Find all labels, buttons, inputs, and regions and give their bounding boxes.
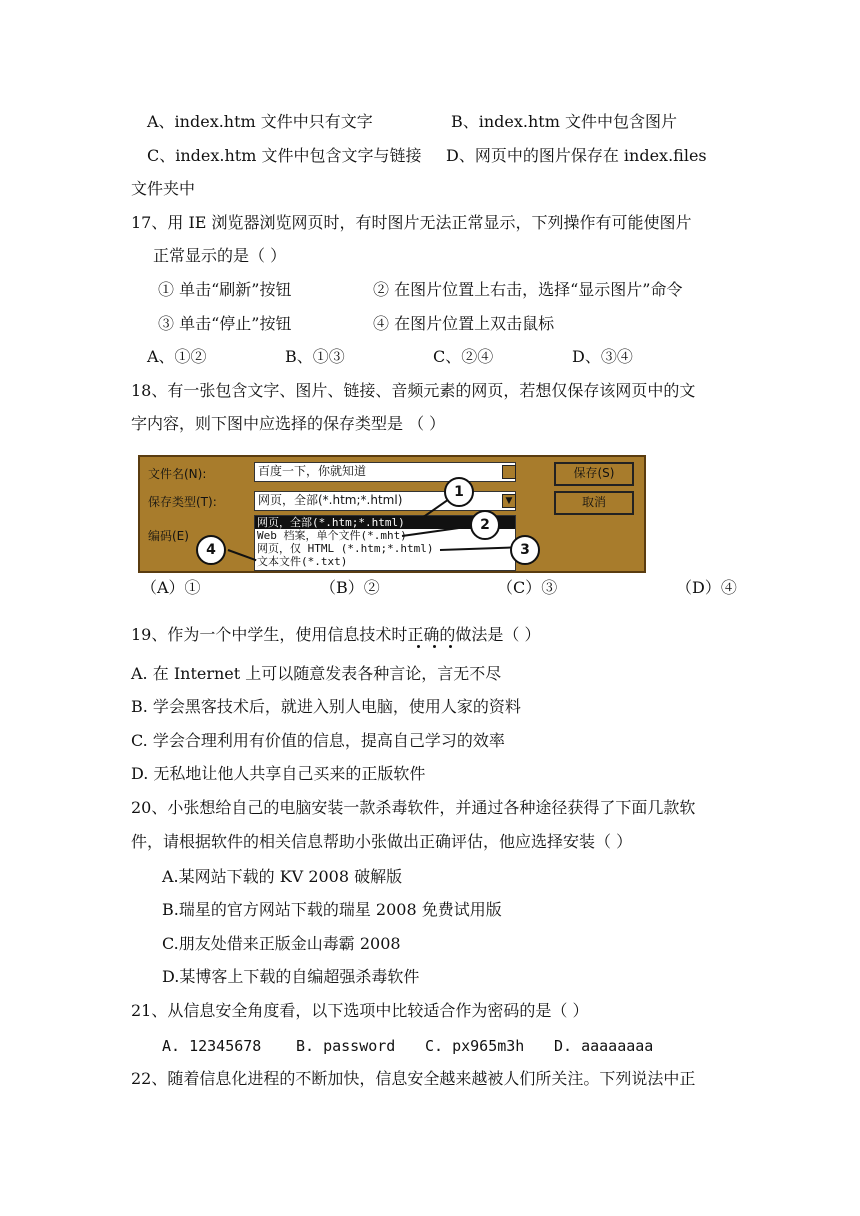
callout-2: 2: [470, 510, 500, 540]
callout-3: 3: [510, 535, 540, 565]
q16-option-b: B、index.htm 文件中包含图片: [451, 112, 677, 131]
q17-item-2: ② 在图片位置上右击，选择“显示图片”命令: [373, 280, 683, 299]
cancel-button[interactable]: 取消: [554, 491, 634, 515]
savetype-option-4[interactable]: 文本文件(*.txt): [257, 555, 348, 568]
q20-option-a: A.某网站下载的 KV 2008 破解版: [162, 867, 403, 886]
q16-option-c: C、index.htm 文件中包含文字与链接: [147, 146, 422, 165]
q19-option-a: A. 在 Internet 上可以随意发表各种言论，言无不尽: [131, 664, 502, 683]
savetype-option-2[interactable]: Web 档案，单个文件(*.mht): [257, 529, 407, 542]
emphasis-dot: [417, 645, 420, 648]
q21-option-b: B. password: [296, 1037, 396, 1055]
save-button[interactable]: 保存(S): [554, 462, 634, 486]
savetype-select[interactable]: 网页，全部(*.htm;*.html): [254, 491, 516, 511]
q22-stem: 22、随着信息化进程的不断加快，信息安全越来越被人们所关注。下列说法中正: [131, 1069, 696, 1088]
q21-option-d: D. aaaaaaaa: [554, 1037, 654, 1055]
q17-option-d: D、③④: [572, 347, 633, 366]
q17-item-1: ① 单击“刷新”按钮: [158, 280, 292, 299]
q18-stem-1: 18、有一张包含文字、图片、链接、音频元素的网页，若想仅保存该网页中的文: [131, 381, 696, 400]
q17-option-c: C、②④: [433, 347, 494, 366]
q21-option-a: A. 12345678: [162, 1037, 262, 1055]
callout-4: 4: [196, 535, 226, 565]
q16-option-d: D、网页中的图片保存在 index.files: [446, 146, 707, 165]
q17-option-b: B、①③: [285, 347, 345, 366]
q19-option-c: C. 学会合理利用有价值的信息，提高自己学习的效率: [131, 731, 505, 750]
q20-option-b: B.瑞星的官方网站下载的瑞星 2008 免费试用版: [162, 900, 502, 919]
chevron-down-icon[interactable]: ▼: [502, 494, 516, 508]
q18-option-b: （B）②: [320, 578, 380, 597]
callout-4-leader: [228, 549, 257, 561]
emphasis-dot: [433, 645, 436, 648]
q17-stem-1: 17、用 IE 浏览器浏览网页时，有时图片无法正常显示，下列操作有可能使图片: [131, 213, 692, 232]
encoding-label: 编码(E): [148, 529, 189, 543]
q19-option-b: B. 学会黑客技术后，就进入别人电脑，使用人家的资料: [131, 697, 521, 716]
filename-field[interactable]: 百度一下，你就知道: [254, 462, 516, 482]
q16-option-a: A、index.htm 文件中只有文字: [147, 112, 373, 131]
q17-item-4: ④ 在图片位置上双击鼠标: [373, 314, 555, 333]
filename-label: 文件名(N):: [148, 467, 207, 481]
filename-scroll-icon: [502, 465, 516, 479]
q18-option-a: （A）①: [141, 578, 201, 597]
callout-1: 1: [444, 477, 474, 507]
q17-option-a: A、①②: [147, 347, 207, 366]
q20-option-c: C.朋友处借来正版金山毒霸 2008: [162, 934, 401, 953]
q21-option-c: C. px965m3h: [425, 1037, 525, 1055]
savetype-label: 保存类型(T):: [148, 495, 217, 509]
q18-option-d: （D）④: [676, 578, 737, 597]
savetype-option-1[interactable]: 网页，全部(*.htm;*.html): [255, 516, 515, 529]
save-dialog-figure: [138, 455, 646, 573]
q19-stem: 19、作为一个中学生，使用信息技术时正确的做法是（ ）: [131, 625, 541, 644]
q17-item-3: ③ 单击“停止”按钮: [158, 314, 292, 333]
q18-option-c: （C）③: [497, 578, 558, 597]
q20-stem-1: 20、小张想给自己的电脑安装一款杀毒软件，并通过各种途径获得了下面几款软: [131, 798, 696, 817]
q20-stem-2: 件，请根据软件的相关信息帮助小张做出正确评估，他应选择安装（ ）: [131, 832, 633, 851]
savetype-option-3[interactable]: 网页，仅 HTML (*.htm;*.html): [257, 542, 434, 555]
q19-option-d: D. 无私地让他人共享自己买来的正版软件: [131, 764, 426, 783]
q16-option-d-cont: 文件夹中: [131, 179, 196, 198]
emphasis-dot: [449, 645, 452, 648]
q18-stem-2: 字内容，则下图中应选择的保存类型是 （ ）: [131, 414, 446, 433]
q21-stem: 21、从信息安全角度看，以下选项中比较适合作为密码的是（ ）: [131, 1001, 589, 1020]
q20-option-d: D.某博客上下载的自编超强杀毒软件: [162, 967, 420, 986]
q17-stem-2: 正常显示的是（ ）: [153, 246, 287, 265]
